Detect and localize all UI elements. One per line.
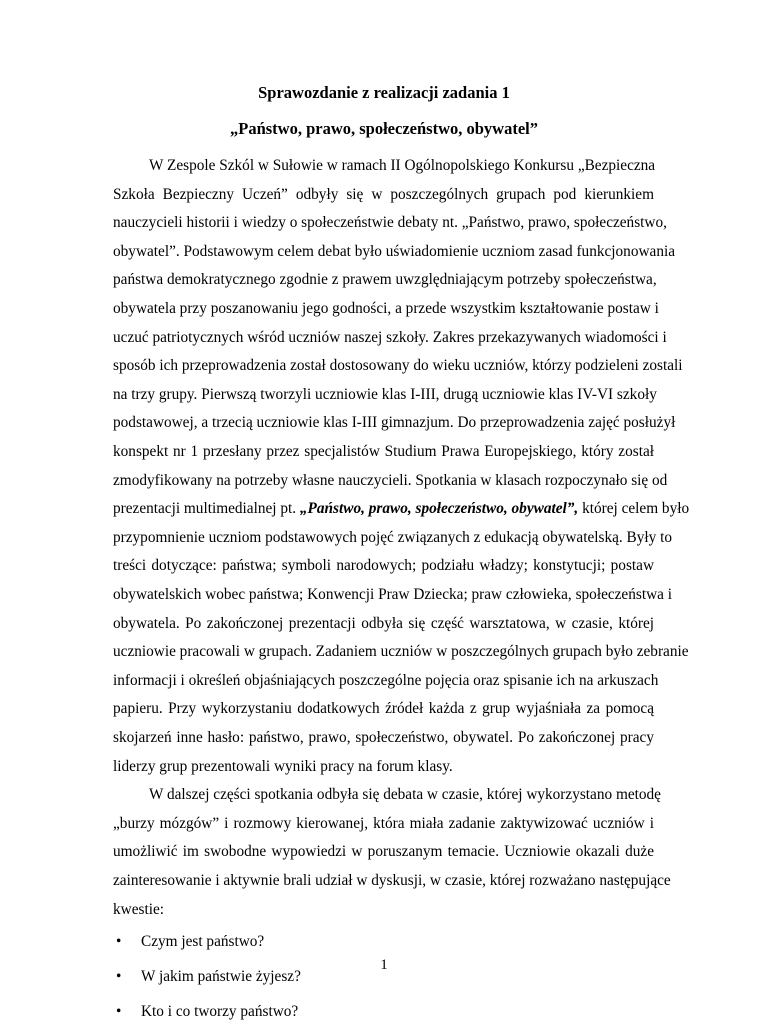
paragraph-line: zmodyfikowany na potrzeby własne nauczycieli. Spotkania w klasach rozpoczynało się od: [113, 471, 668, 489]
paragraph-line: kwestie:: [113, 900, 164, 918]
document-title: Sprawozdanie z realizacji zadania 1: [258, 83, 510, 102]
bullet-icon: •: [116, 1003, 122, 1021]
paragraph-line: W Zespole Szkól w Sułowie w ramach II Ogólnopolskiego Konkursu „Bezpieczna: [149, 157, 656, 174]
text-run: której celem było: [578, 500, 690, 518]
paragraph-line: papieru. Przy wykorzystaniu dodatkowych źródeł każda z grup wyjaśniała za pomocą: [113, 700, 654, 718]
paragraph-line: skojarzeń inne hasło: państwo, prawo, społeczeństwo, obywatel. Po zakończonej pracy: [113, 729, 654, 746]
paragraph-line: Szkoła Bezpieczny Uczeń” odbyły się w poszczególnych grupach pod kierunkiem: [113, 185, 654, 203]
bullet-item: [113, 932, 654, 952]
bullet-item: [113, 967, 654, 987]
paragraph-line: W dalszej części spotkania odbyła się debata w czasie, której wykorzystano metodę: [149, 786, 661, 804]
paragraph-line: informacji i określeń objaśniających poszczególne pojęcia oraz spisanie ich na arkuszach: [113, 671, 659, 689]
paragraph-line: uczniowie pracowali w grupach. Zadaniem uczniów w poszczególnych grupach było zebranie: [113, 643, 689, 661]
paragraph-line: uczuć patriotycznych wśród uczniów naszej szkoły. Zakres przekazywanych wiadomości i: [113, 328, 667, 346]
page-number: 1: [380, 957, 388, 973]
paragraph-line: na trzy grupy. Pierwszą tworzyli uczniowie klas I-III, drugą uczniowie klas IV-VI szkoły: [113, 385, 657, 403]
paragraph-line: „burzy mózgów” i rozmowy kierowanej, która miała zadanie zaktywizować uczniów i: [113, 814, 654, 832]
paragraph-line: sposób ich przeprowadzenia został dostosowany do wieku uczniów, którzy podzieleni zostali: [113, 357, 683, 375]
bullet-text: Kto i co tworzy państwo?: [141, 1003, 299, 1021]
paragraph-line: obywatela. Po zakończonej prezentacji odbyła się część warsztatowa, w czasie, której: [113, 614, 654, 632]
bullet-text: Czym jest państwo?: [141, 933, 265, 951]
document-subtitle: „Państwo, prawo, społeczeństwo, obywatel”: [230, 119, 538, 138]
paragraph-line: obywatelskich wobec państwa; Konwencji Praw Dziecka; praw człowieka, społeczeństwa i: [113, 586, 672, 603]
paragraph-line: nauczycieli historii i wiedzy o społeczeństwie debaty nt. „Państwo, prawo, społeczeństwo,: [113, 214, 667, 232]
paragraph-line: treści dotyczące: państwa; symboli narodowych; podziału władzy; konstytucji; postaw: [113, 557, 654, 575]
paragraph-line-mixed: [113, 499, 690, 519]
paragraph-line: obywatela przy poszanowaniu jego godności, a przede wszystkim kształtowanie postaw i: [113, 300, 659, 317]
paragraph-line: obywatel”. Podstawowym celem debat było uświadomienie uczniom zasad funkcjonowania: [113, 242, 676, 260]
paragraph-line: podstawowej, a trzecią uczniowie klas I-III gimnazjum. Do przeprowadzenia zajęć posłużył: [113, 414, 676, 432]
text-run: prezentacji multimedialnej pt.: [113, 500, 300, 518]
paragraph-line: liderzy grup prezentowali wyniki pracy na forum klasy.: [113, 757, 453, 775]
paragraph-line: państwa demokratycznego zgodnie z prawem uwzględniającym potrzeby społeczeństwa,: [113, 271, 657, 289]
presentation-title: „Państwo, prawo, społeczeństwo, obywatel”,: [299, 500, 579, 518]
paragraph-line: zainteresowanie i aktywnie brali udział w dyskusji, w czasie, której rozważano następujące: [113, 872, 671, 889]
paragraph-line: przypomnienie uczniom podstawowych pojęć związanych z edukacją obywatelską. Były to: [113, 528, 673, 546]
paragraph-line: konspekt nr 1 przesłany przez specjalistów Studium Prawa Europejskiego, który został: [113, 443, 654, 460]
bullet-item: [113, 1002, 654, 1022]
bullet-text: W jakim państwie żyjesz?: [141, 968, 301, 986]
paragraph-line: umożliwić im swobodne wypowiedzi w poruszanym temacie. Uczniowie okazali duże: [113, 843, 654, 861]
bullet-icon: •: [116, 933, 122, 951]
bullet-icon: •: [116, 968, 122, 986]
